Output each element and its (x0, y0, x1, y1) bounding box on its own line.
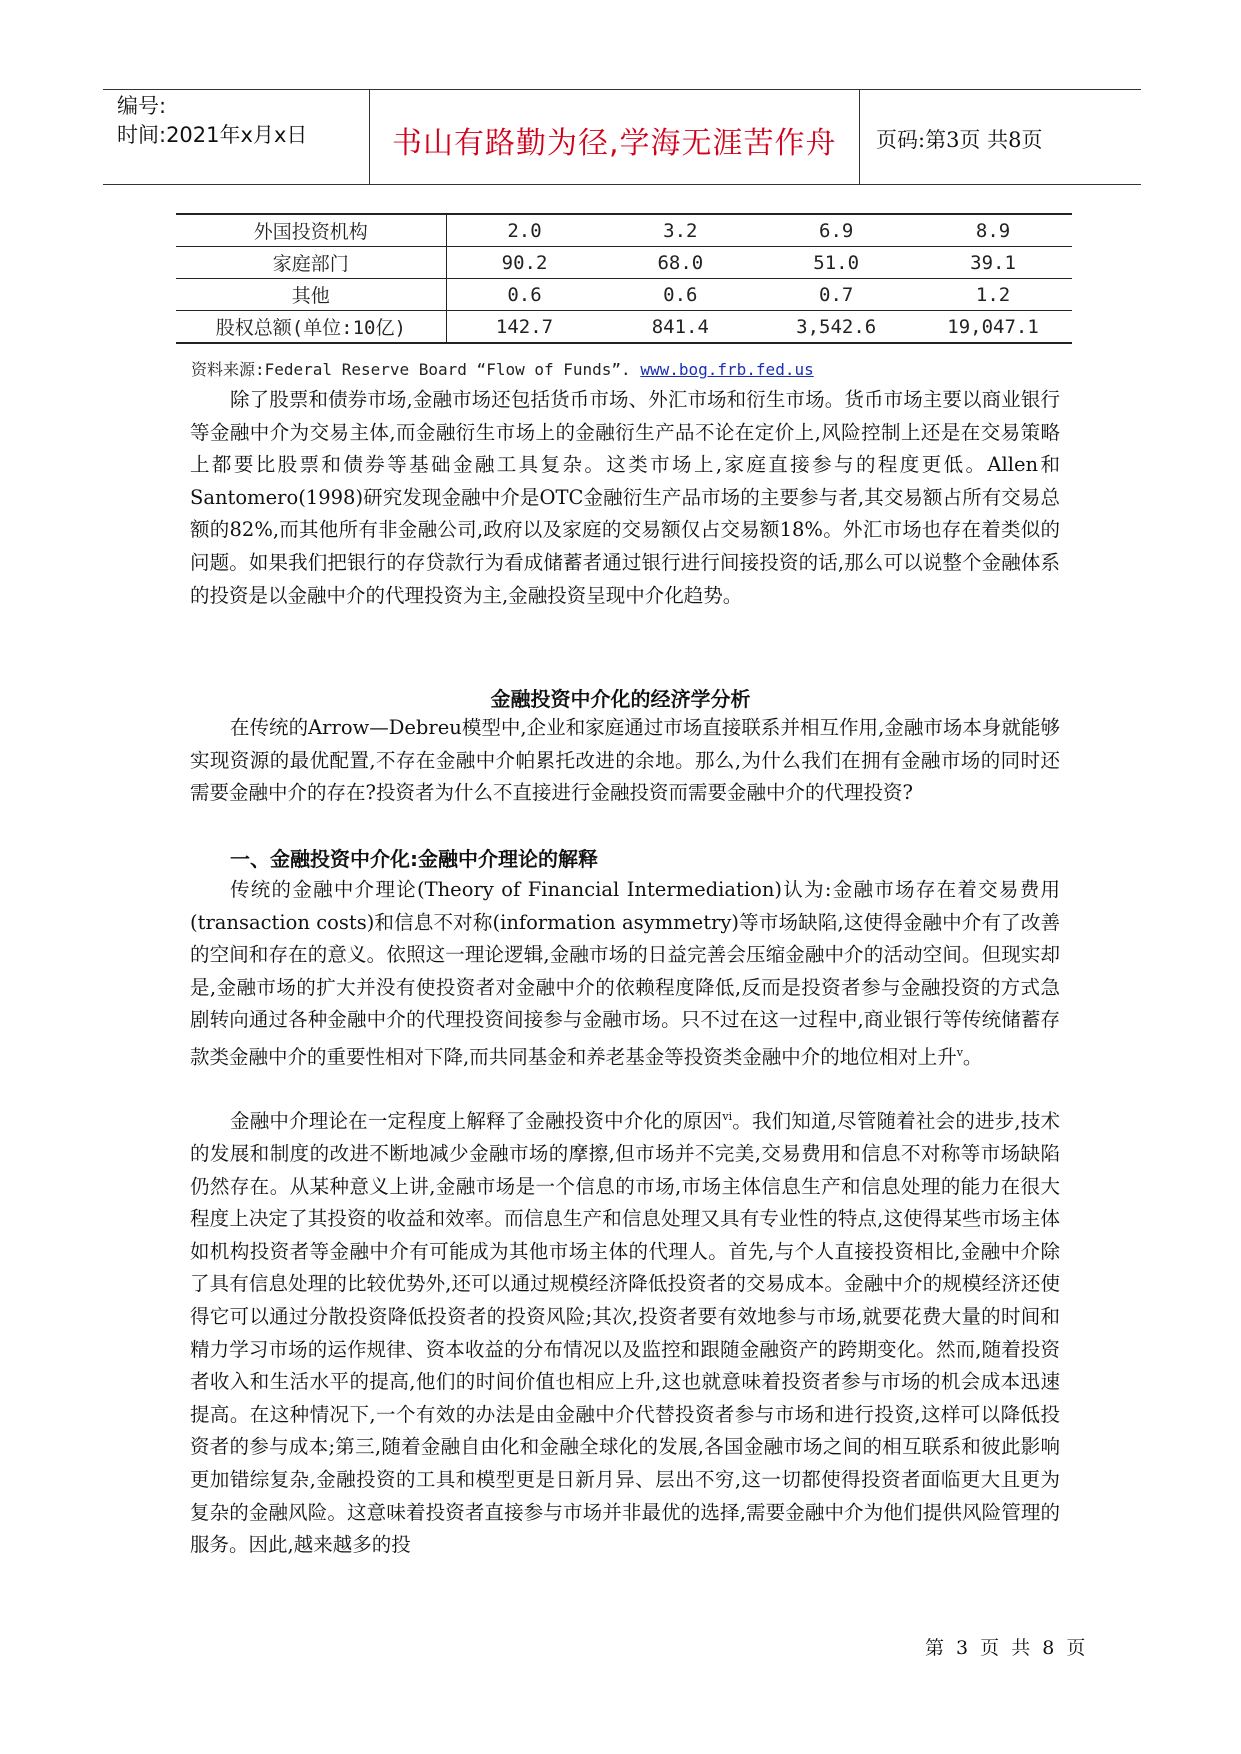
header-top-rule (103, 89, 1141, 90)
paragraph-intermediation-reasons (190, 1101, 1060, 1562)
equity-holdings-table (176, 213, 1072, 344)
paragraph-intermediation-theory (190, 874, 1060, 1074)
table-cell: 68.0 (602, 247, 758, 279)
table-cell: 2.0 (446, 214, 602, 247)
table-cell: 其他 (176, 279, 446, 311)
table-cell: 142.7 (446, 311, 602, 344)
paragraph-text: 。我们知道,尽管随着社会的进步,技术的发展和制度的改进不断地减少金融市场的摩擦,但市场并不完美,交易费用和信息不对称等市场缺陷仍然存在。从某种意义上讲,金融市场是一个信息的市场,市场主体信息生产和信息处理的能力在很大程度上决定了其投资的收益和效率。而信息生产和信息处理又具有专业性的特点,这使得某些市场主体如机构投资者等金融中介有可能成为其他市场主体的代理人。首先,与个人直接投资相比,金融中介除了具有信息处理的比较优势外,还可以通过规模经济降低投资者的交易成本。金融中介的规模经济还使得它可以通过分散投资降低投资者的投资风险;其次,投资者要有效地参与市场,就要花费大量的时间和精力学习市场的运作规律、资本收益的分布情况以及监控和跟随金融资产的跨期变化。然而,随着投资者收入和生活水平的提高,他们的时间价值也相应上升,这也就意味着投资者参与市场的机会成本迅速提高。在这种情况下,一个有效的办法是由金融中介代替投资者参与市场和进行投资,这样可以降低投资者的参与成本;第三,随着金融自由化和金融全球化的发展,各国金融市场之间的相互联系和彼此影响更加错综复杂,金融投资的工具和模型更是日新月异、层出不穷,这一切都使得投资者面临更大且更为复杂的金融风险。这意味着投资者直接参与市场并非最优的选择,需要金融中介为他们提供风险管理的服务。因此,越来越多的投 (190, 1109, 1060, 1557)
table-cell: 3,542.6 (758, 311, 914, 344)
header-divider-left (369, 89, 370, 184)
table-cell: 39.1 (914, 247, 1072, 279)
section-title: 金融投资中介化的经济学分析 (490, 687, 751, 711)
source-link[interactable]: www.bog.frb.fed.us (640, 360, 814, 379)
table-cell: 19,047.1 (914, 311, 1072, 344)
table-cell: 0.6 (446, 279, 602, 311)
table-cell: 股权总额(单位:10亿) (176, 311, 446, 344)
paragraph-arrow-debreu: 在传统的Arrow—Debreu模型中,企业和家庭通过市场直接联系并相互作用,金融市场本身就能够实现资源的最优配置,不存在金融中介帕累托改进的余地。那么,为什么我们在拥有金融市场的同时还需要金融中介的存在?投资者为什么不直接进行金融投资而需要金融中介的代理投资? (190, 716, 1060, 805)
table-row (176, 279, 1072, 311)
table-cell: 3.2 (602, 214, 758, 247)
page-footer: 第 3 页 共 8 页 (925, 1637, 1089, 1659)
endnote-marker[interactable]: v (956, 1045, 963, 1059)
table-source-note (191, 357, 814, 380)
table-row (176, 214, 1072, 247)
table-cell: 51.0 (758, 247, 914, 279)
header-number-label: 编号: (117, 94, 167, 118)
paragraph-text-start: 金融中介理论在一定程度上解释了金融投资中介化的原因 (230, 1109, 723, 1133)
paragraph-text: 传统的金融中介理论(Theory of Financial Intermediation)认为:金融市场存在着交易费用(transaction costs)和信息不对称(information asymmetry)等市场缺陷,这使得金融中介有了改善的空间和存在的意义。依照这一理论逻辑,金融市场的日益完善会压缩金融中介的活动空间。但现实却是,金融市场的扩大并没有使投资者对金融中介的依赖程度降低,反而是投资者参与金融投资的方式急剧转向通过各种金融中介的代理投资间接参与金融市场。只不过在这一过程中,商业银行等传统储蓄存款类金融中介的重要性相对下降,而共同基金和养老基金等投资类金融中介的地位相对上升 (190, 878, 1060, 1069)
table-cell: 90.2 (446, 247, 602, 279)
table-cell: 家庭部门 (176, 247, 446, 279)
header-bottom-rule (103, 184, 1141, 185)
table-cell: 0.7 (758, 279, 914, 311)
table-cell: 1.2 (914, 279, 1072, 311)
paragraph-text-end: 。 (962, 1045, 983, 1069)
paragraph-markets: 除了股票和债券市场,金融市场还包括货币市场、外汇市场和衍生市场。货币市场主要以商业银行等金融中介为交易主体,而金融衍生市场上的金融衍生产品不论在定价上,风险控制上还是在交易策略上都要比股票和债券等基础金融工具复杂。这类市场上,家庭直接参与的程度更低。Allen和Santomero(1998)研究发现金融中介是OTC金融衍生产品市场的主要参与者,其交易额占所有交易总额的82%,而其他所有非金融公司,政府以及家庭的交易额仅占交易额18%。外汇市场也存在着类似的问题。如果我们把银行的存贷款行为看成储蓄者通过银行进行间接投资的话,那么可以说整个金融体系的投资是以金融中介的代理投资为主,金融投资呈现中介化趋势。 (190, 388, 1060, 607)
table-cell: 841.4 (602, 311, 758, 344)
section-subheading: 一、金融投资中介化:金融中介理论的解释 (230, 847, 598, 871)
table-cell: 0.6 (602, 279, 758, 311)
header-page-label: 页码:第3页 共8页 (876, 128, 1043, 152)
header-motto: 书山有路勤为径,学海无涯苦作舟 (392, 126, 837, 161)
header-time-label: 时间:2021年x月x日 (117, 123, 308, 147)
table-cell: 8.9 (914, 214, 1072, 247)
table-cell: 外国投资机构 (176, 214, 446, 247)
endnote-marker[interactable]: vi (722, 1110, 733, 1123)
table-cell: 6.9 (758, 214, 914, 247)
header-divider-right (859, 89, 860, 184)
table-row (176, 247, 1072, 279)
table-row (176, 311, 1072, 344)
source-text: 资料来源:Federal Reserve Board “Flow of Funds”. (191, 360, 641, 379)
